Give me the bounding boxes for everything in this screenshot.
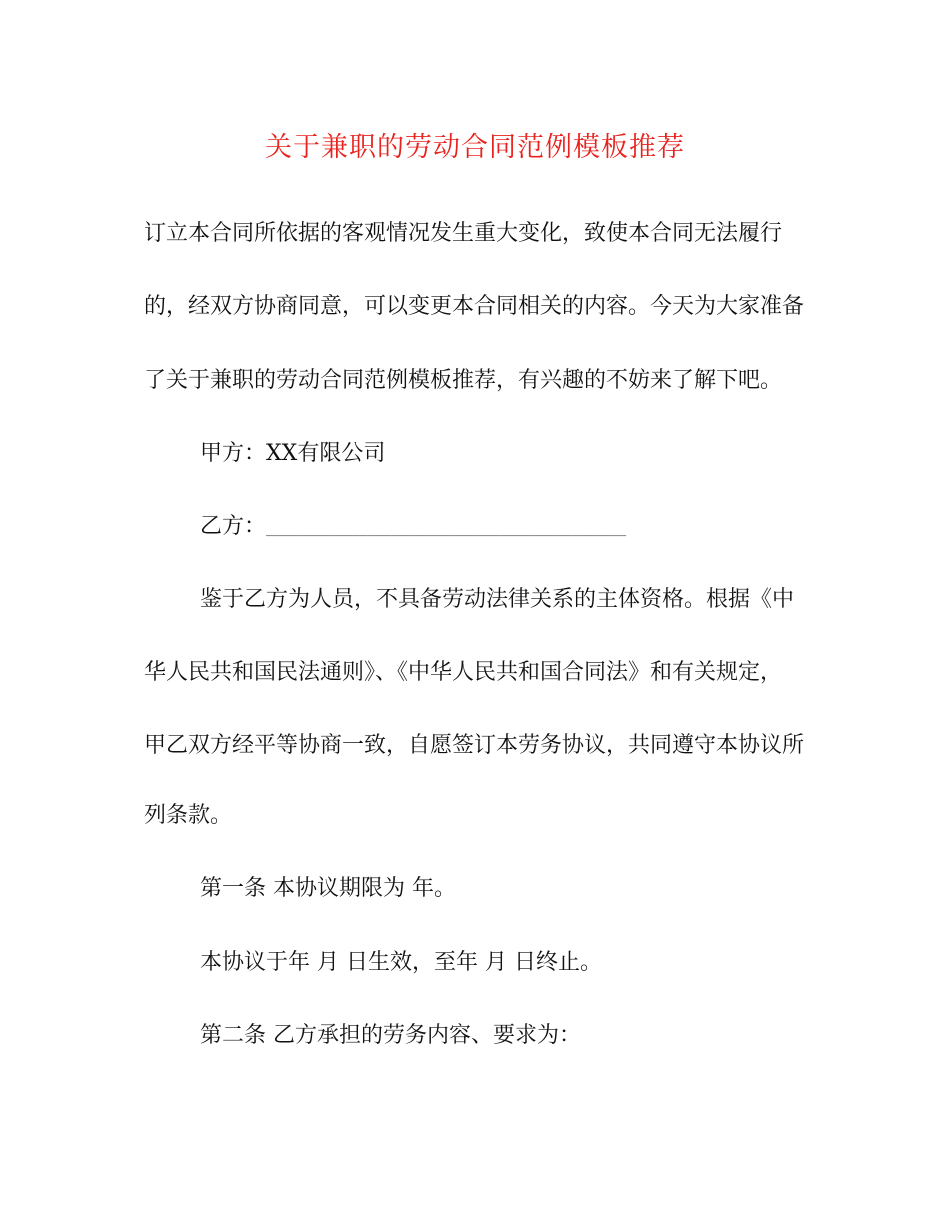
intro-line-3: 了关于兼职的劳动合同范例模板推荐，有兴趣的不妨来了解下吧。 — [144, 368, 783, 393]
party-b-label: 乙方： — [200, 514, 267, 539]
preamble-line-2: 华人民共和国民法通则》、《中华人民共和国合同法》和有关规定， — [144, 660, 783, 685]
effective-dates: 本协议于年 月 日生效，至年 月 日终止。 — [200, 950, 602, 975]
intro-line-1: 订立本合同所依据的客观情况发生重大变化，致使本合同无法履行 — [144, 221, 783, 246]
article-2: 第二条 乙方承担的劳务内容、要求为： — [200, 1023, 581, 1048]
preamble-line-4: 列条款。 — [144, 803, 233, 828]
party-b-blank: ______________________________________________ — [266, 522, 627, 537]
party-a-line: 甲方：XX有限公司 — [200, 441, 386, 466]
intro-line-2: 的，经双方协商同意，可以变更本合同相关的内容。今天为大家准备 — [144, 294, 805, 319]
party-b-line — [200, 512, 626, 545]
article-1: 第一条 本协议期限为 年。 — [200, 876, 456, 901]
document-title: 关于兼职的劳动合同范例模板推荐 — [265, 132, 685, 163]
preamble-line-1: 鉴于乙方为人员，不具备劳动法律关系的主体资格。根据《中 — [200, 587, 795, 612]
preamble-line-3: 甲乙双方经平等协商一致，自愿签订本劳务协议，共同遵守本协议所 — [144, 733, 805, 758]
